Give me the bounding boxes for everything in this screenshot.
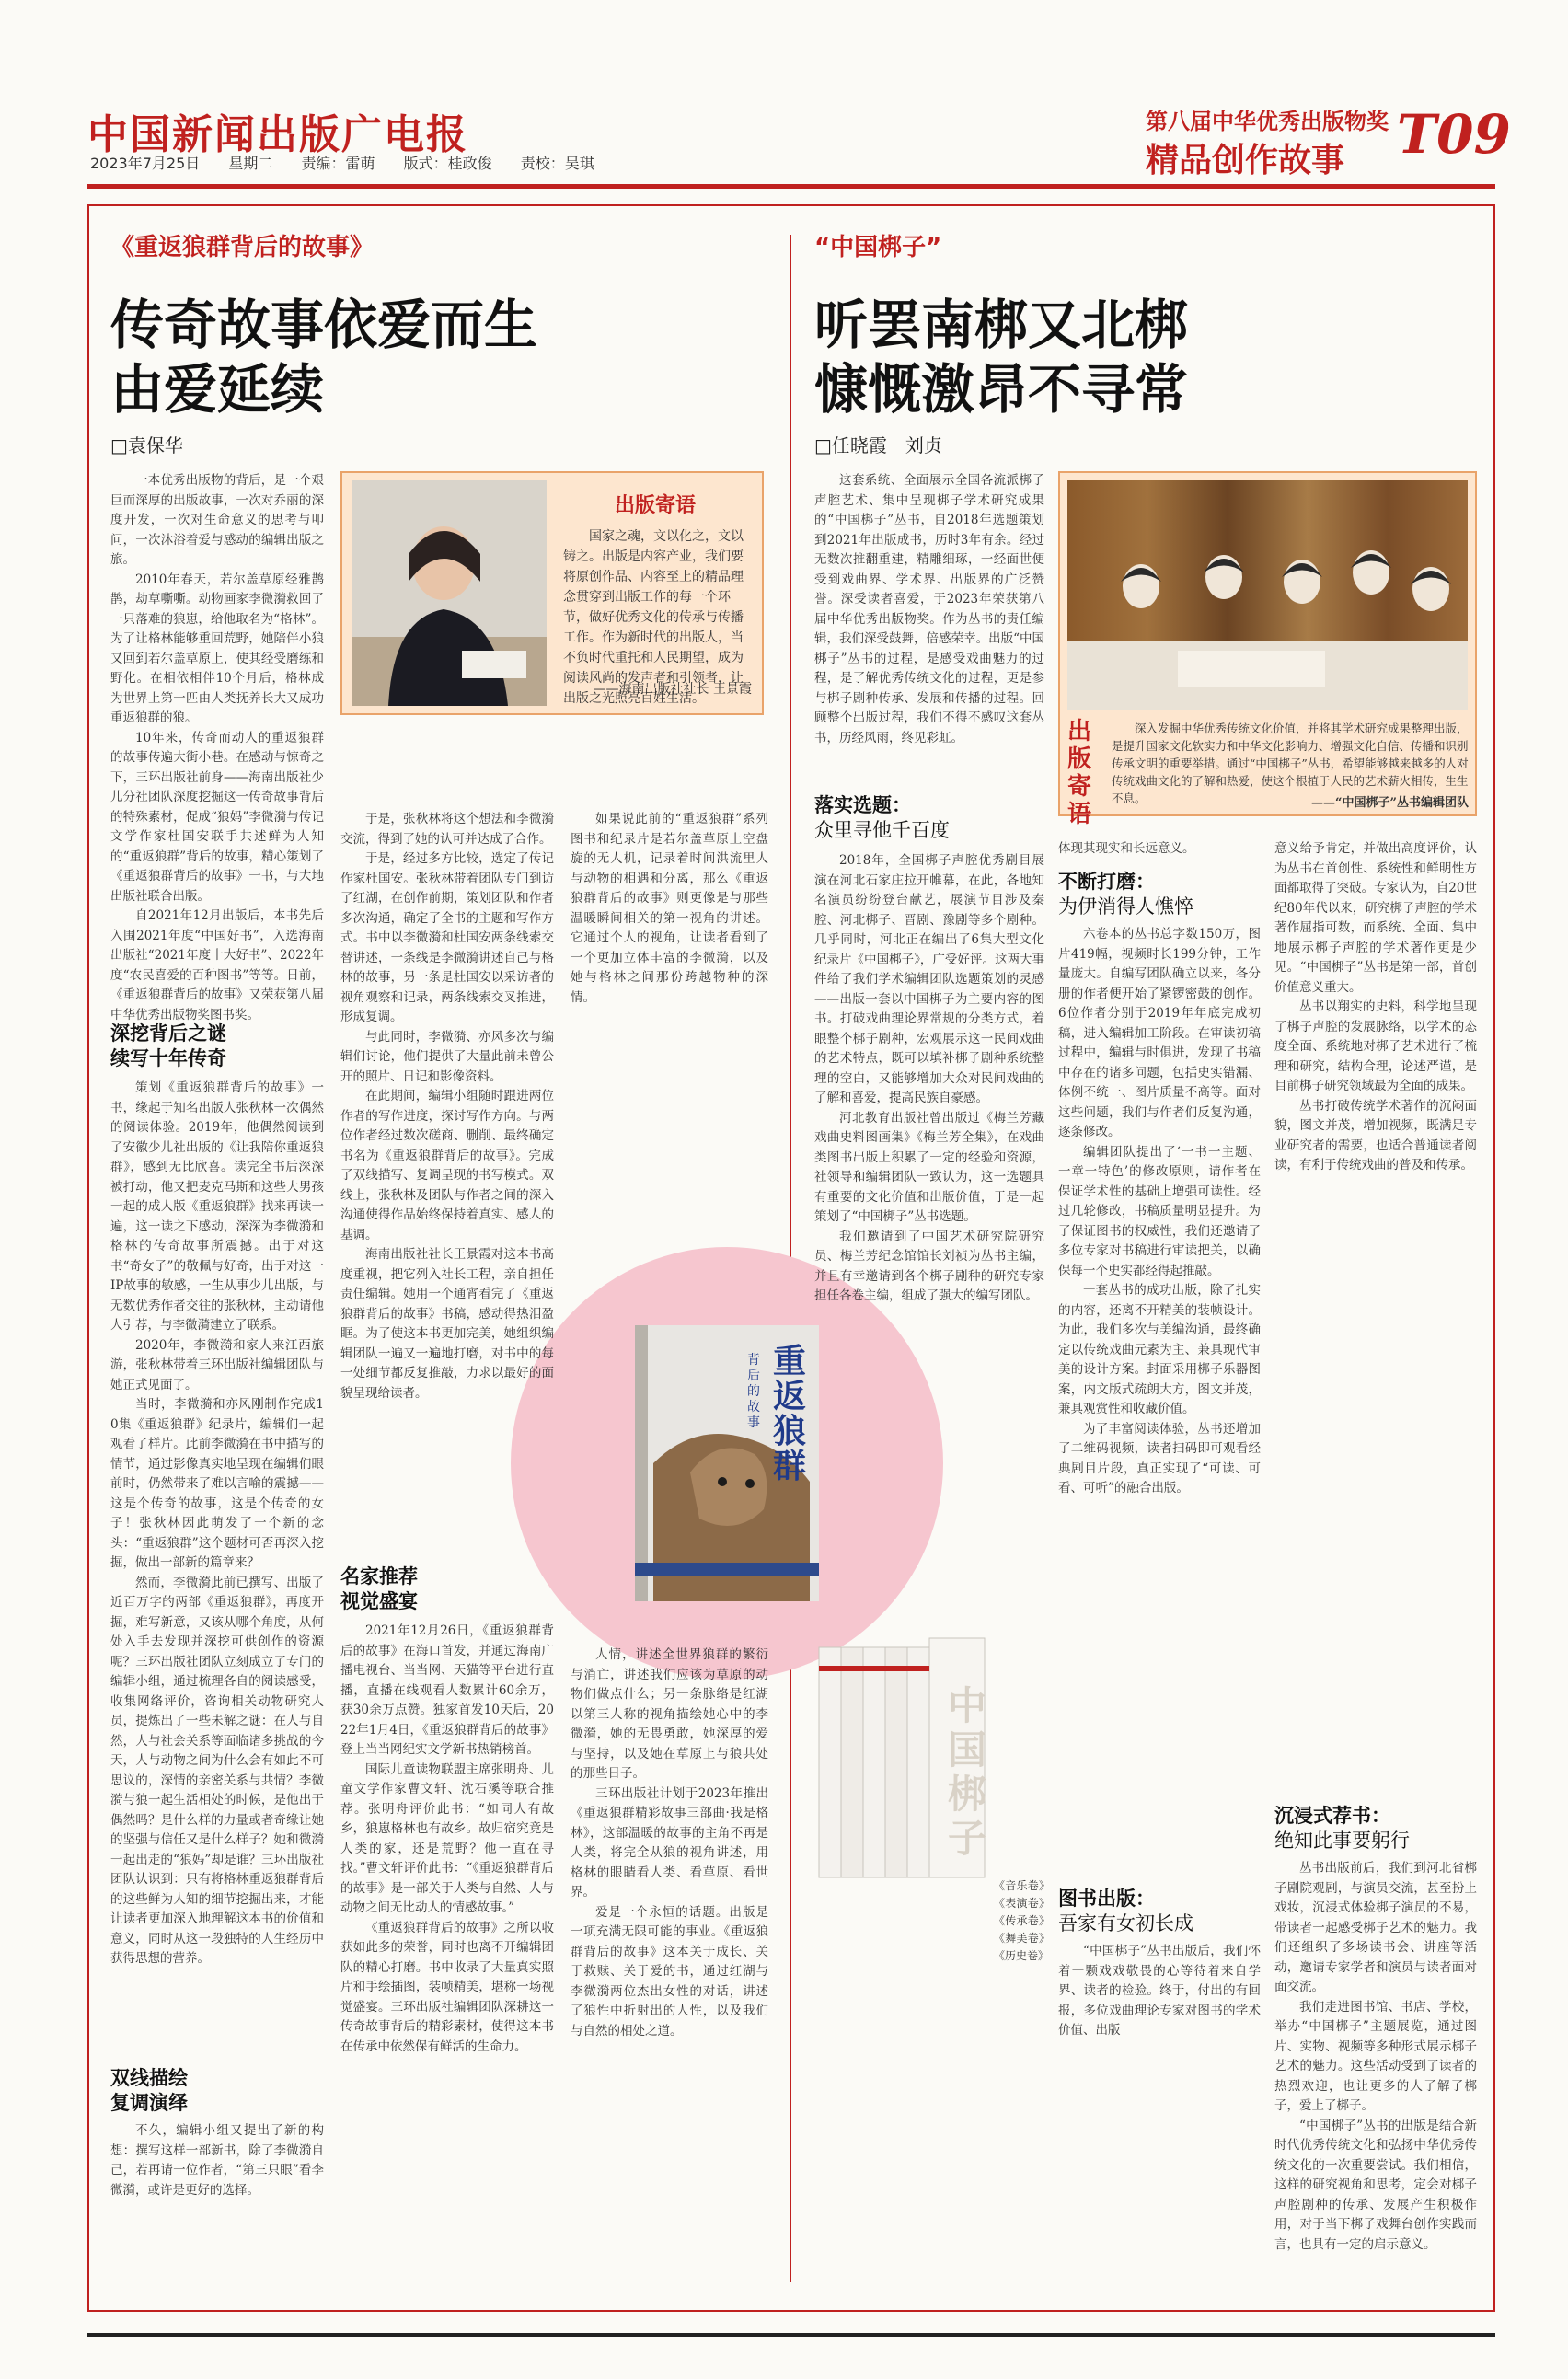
paragraph: 2010年春天，若尔盖草原经雅鹊鹊，劫草嘶嘶。动物画家李微漪救回了一只落难的狼崽，给他取名为“格林”。为了让格林能够重回荒野，她陪伴小狼又回到若尔盖草原上，使其经受磨练和野化。在相依相伴10个月后，格林成为世界上第一匹由人类抚养长大又成功重返狼群的狼。: [110, 572, 324, 725]
paragraph: 丛书以翔实的史料，科学地呈现了梆子声腔的发展脉络，以学术的态度全面、系统地对梆子艺术进行了梳理和研究，结构合理，论述严谨，是目前梆子研究领域最为全面的成果。: [1274, 999, 1477, 1093]
subhead-line: 绝知此事要躬行: [1274, 1830, 1410, 1852]
paragraph: 六卷本的丛书总字数150万，图片419幅，视频时长199分钟，工作量庞大。自编写团队确立以来，各分册的作者便开始了紧锣密鼓的创作。6位作者分别于2019年年底完成初稿，进入编辑加工阶段。在审读初稿过程中，编辑与时俱进，发现了书稿中存在的诸多问题，包括史实错漏、体例不统一、图片质量不高等。面对这些问题，我们与作者们反复沟通，逐条修改。: [1058, 927, 1261, 1139]
subhead-line: 为伊消得人憔悴: [1058, 895, 1193, 918]
paragraph: 自2021年12月出版后，本书先后入围2021年度“中国好书”，入选海南出版社“2021年度十大好书”、2022年度“农民喜爱的百种图书”等等。日前，《重返狼群背后的故事》又荣获第八届中华优秀出版物奖图书奖。: [110, 908, 324, 1022]
award-label: 第八届中华优秀出版物奖: [1146, 109, 1389, 134]
paragraph: 丛书打破传统学术著作的沉闷面貌，图文并茂，增加视频，既满足专业研究者的需要，也适合普通读者阅读，有利于传统戏曲的普及和传承。: [1274, 1098, 1477, 1172]
right-subhead-2: [1058, 870, 1261, 919]
subhead-line: 吾家有女初长成: [1058, 1912, 1193, 1934]
left-intro-column: [110, 471, 324, 1022]
page-number: T09: [1397, 103, 1511, 166]
paragraph: 如果说此前的“重返狼群”系列图书和纪录片是若尔盖草原上空盘旋的无人机，记录着时间洪流里人与动物的相遇和分离，那么《重返狼群背后的故事》则更像是与那些温暖瞬间相关的第一视角的讲述。它通过个人的视角，让读者看到了一个更加立体丰富的李微漪，以及她与格林之间那份跨越物种的深情。: [571, 812, 768, 1005]
section-title: 精品创作故事: [1146, 141, 1345, 179]
left-quote-signature: ——海南出版社社长 王景霞: [593, 682, 752, 697]
right-kicker: “中国梆子”: [814, 234, 942, 261]
dateline: [90, 152, 618, 173]
weekday: 星期二: [228, 155, 273, 172]
paragraph: 意义给予肯定，并做出高度评价，认为丛书在首创性、系统性和鲜明性方面都取得了突破。专家认为，自20世纪80年代以来，研究梆子声腔的学术著作屈指可数，而系统、全面、集中地展示梆子声腔的学术著作更是少见。“中国梆子”丛书是第一部，首创价值意义重大。: [1274, 841, 1477, 995]
right-section-3-column: [1274, 1859, 1477, 2292]
paragraph: 为了丰富阅读体验，丛书还增加了二维码视频，读者扫码即可观看经典剧目片段，真正实现了“可读、可看、可听”的融合出版。: [1058, 1421, 1261, 1496]
subhead-line: 复调演绎: [110, 2092, 188, 2114]
book-series-title: 中国梆子: [948, 1683, 987, 1861]
paragraph: 丛书出版前后，我们到河北省梆子剧院观剧，与演员交流，甚至扮上戏妆，沉浸式体验梆子演员的不易，带读者一起感受梆子艺术的魅力。我们还组织了多场读书会、讲座等活动，邀请专家学者和演员与读者面对面交流。: [1274, 1861, 1477, 1994]
paragraph: 在此期间，编辑小组随时跟进两位作者的写作进度，探讨写作方向。与两位作者经过数次磋商、删削、最终确定书名为《重返狼群背后的故事》。完成了双线描写、复调呈现的书写模式。双线上，张秋林及团队与作者之间的深入沟通使得作品始终保持着真实、感人的基调。: [340, 1089, 554, 1242]
right-quote-signature: ——“中国梆子”丛书编辑团队: [1311, 796, 1469, 810]
right-intro-column: [814, 471, 1044, 793]
paragraph: 《重返狼群背后的故事》之所以收获如此多的荣誉，同时也离不开编辑团队的精心打磨。书中收录了大量真实照片和手绘插图，装帧精美，堪称一场视觉盛宴。三环出版社编辑团队深耕这一传奇故事背后的精彩素材，使得这本书在传承中依然保有鲜活的生命力。: [340, 1920, 554, 2054]
subhead-line: 续写十年传奇: [110, 1047, 226, 1069]
left-kicker: 《重返狼群背后的故事》: [110, 234, 375, 261]
masthead-title: 中国新闻出版广电报: [87, 111, 468, 158]
right-subhead-3: [1274, 1804, 1477, 1854]
top-rule: [87, 184, 1495, 189]
left-quote-title: 出版寄语: [614, 494, 696, 517]
right-section-2-column: [1058, 925, 1261, 1877]
right-section-4-column: [1058, 1942, 1261, 2292]
paragraph: “中国梆子”丛书的出版是结合新时代优秀传统文化和弘扬中华优秀传统文化的一次重要尝试。我们相信，这样的研究视角和思考，定会对梆子声腔剧种的传承、发展产生积极作用，对于当下梆子戏舞台创作实践而言，也具有一定的启示意义。: [1274, 2118, 1477, 2252]
left-section-1-column: [110, 1079, 324, 2054]
book-series-caption: 《音乐卷》《表演卷》《传承卷》《舞美卷》《历史卷》: [994, 1879, 1050, 1962]
right-column-3: [1274, 839, 1477, 1796]
right-headline-2: 慷慨激昂不寻常: [814, 358, 1189, 421]
right-subhead-4: [1058, 1887, 1261, 1936]
left-subhead-2: [110, 2066, 324, 2116]
subhead-line: 众里寻他千百度: [814, 819, 950, 841]
subhead-line: 不断打磨：: [1058, 871, 1155, 893]
paragraph: 一本优秀出版物的背后，是一个艰巨而深厚的出版故事，一次对乔丽的深度开发，一次对生命意义的思考与叩问，一次沐浴着爱与感动的编辑出版之旅。: [110, 473, 324, 567]
subhead-line: 双线描绘: [110, 2067, 188, 2089]
paragraph: 然而，李微漪此前已撰写、出版了近百万字的两部《重返狼群》，再度开掘，难写新意，又该从哪个角度，从何处入手去发现并深挖可供创作的资源呢？三环出版社团队立刻成立了专门的编辑小组，通过梳理各自的阅读感受，收集网络评价，咨询相关动物研究人员，提炼出了一些未解之谜：在人与自然，人与社会关系等面临诸多挑战的今天，人与动物之间为什么会有如此不可思议的，深情的亲密关系与共情？李微漪与狼一起生活相处的时候，是他出于偶然吗？是什么样的力量或者奇缘让她的坚强与信任又是什么样子？她和微漪一起出走的“狼妈”却是谁？三环出版社团队认识到：只有将格林重返狼群背后的这些鲜为人知的细节挖掘出来，才能让读者更加深入地理解这本书的价值和意义，同时从这一段独特的人生经历中获得思想的营养。: [110, 1575, 324, 1966]
left-portrait-photo: [352, 480, 547, 706]
paragraph: 我们走进图书馆、书店、学校，举办“中国梆子”主题展览，通过图片、实物、视频等多种形式展示梆子艺术的魅力。这些活动受到了读者的热烈欢迎，也让更多的人了解了梆子，爱上了梆子。: [1274, 1999, 1477, 2113]
paragraph: 三环出版社计划于2023年推出《重返狼群精彩故事三部曲·我是格林》，这部温暖的故事的主角不再是人类，将完全从狼的视角讲述，用格林的眼睛看人类、看草原、看世界。: [571, 1785, 768, 1900]
paragraph: 当时，李微漪和亦风刚制作完成10集《重返狼群》纪录片，编辑们一起观看了样片。此前李微漪在书中描写的情节，通过影像真实地呈现在编辑们眼前时，仍然带来了难以言喻的震撼——这是个传奇的故事，这是个传奇的女子！张秋林因此萌发了一个新的念头：“重返狼群”这个题材可否再深入挖掘，做出一部新的篇章来？: [110, 1397, 324, 1570]
right-column-2-top: [1058, 839, 1261, 867]
paragraph: 编辑团队提出了‘一书一主题、一章一特色’的修改原则，请作者在保证学术性的基础上增强可读性。经过几轮修改，书稿质量明显提升。为了保证图书的权威性，我们还邀请了多位专家对书稿进行审读把关，以确保每一个史实都经得起推敲。: [1058, 1144, 1261, 1278]
bottom-rule: [87, 2333, 1495, 2337]
left-subhead-3: [340, 1565, 552, 1614]
paragraph: 与此同时，李微漪、亦风多次与编辑们讨论，他们提供了大量此前未曾公开的照片、日记和影像资料。: [340, 1029, 554, 1084]
paragraph: 策划《重返狼群背后的故事》一书，缘起于知名出版人张秋林一次偶然的阅读体验。2019年，他偶然阅读到了安徽少儿社出版的《让我陪你重返狼群》，感到无比欣喜。读完全书后深深被打动，他又把麦克马斯和这些大男孩一起的成人版《重返狼群》找来再读一遍，这一读之下感动，深深为李微漪和格林的传奇故事所震撼。出于对这书“奇女子”的敬佩与好奇，出于对这一IP故事的敏感，一生从事少儿出版，与无数优秀作者交往的张秋林，主动请他人引荐，与李微漪建立了联系。: [110, 1080, 324, 1333]
subhead-line: 深挖背后之谜: [110, 1022, 226, 1045]
right-subhead-1: [814, 793, 1044, 843]
subhead-line: 名家推荐: [340, 1565, 418, 1588]
left-subhead-1: [110, 1022, 324, 1071]
paragraph: 爱是一个永恒的话题。出版是一项充满无限可能的事业。《重返狼群背后的故事》这本关于成长、关于救赎、关于爱的书，通过红湖与李微漪两位杰出女性的对话，讲述了狼性中折射出的人性，以及我们与自然的相处之道。: [571, 1904, 768, 2038]
left-column-3-bottom: [571, 1646, 768, 2290]
paragraph: 于是，张秋林将这个想法和李微漪交流，得到了她的认可并达成了合作。: [340, 812, 554, 847]
left-quote-text: 国家之魂，文以化之，文以铸之。出版是内容产业，我们要将原创作品、内容至上的精品理念贯穿到出版工作的每一个环节，做好优秀文化的传承与传播工作。作为新时代的出版人，当不负时代重托和人民期望，成为阅读风尚的发声者和引领者，让出版之光照亮百姓生活。: [563, 529, 744, 706]
subhead-line: 沉浸式荐书：: [1274, 1805, 1390, 1827]
left-section-2-column: [110, 2121, 324, 2287]
right-quote-text: 深入发掘中华优秀传统文化价值，并将其学术研究成果整理出版，是提升国家文化软实力和中华文化影响力、增强文化自信、传播和识别传承文明的重要举措。通过“中国梆子”丛书，希望能够越来越多的人对传统戏曲文化的了解和热爱，使这个根植于人民的艺术薪火相传，生生不息。: [1112, 722, 1469, 805]
paragraph: 2018年，全国梆子声腔优秀剧目展演在河北石家庄拉开帷幕，在此，各地知名演员纷纷登台献艺，展演节目涉及秦腔、河北梆子、晋剧、豫剧等多个剧种。几乎同时，河北正在编出了6集大型文化纪录片《中国梆子》，广受好评。这两大事件给了我们学术编辑团队选题策划的灵感——出版一套以中国梆子为主要内容的图书。打破戏曲理论界常规的分类方式，着眼整个梆子剧种，宏观展示这一民间戏曲的艺术特点，既可以填补梆子剧种系统整理的空白，又能够增加大众对民间戏曲的了解和喜爱，提高民族自豪感。: [814, 853, 1044, 1105]
book-cover-title: 重返狼群: [773, 1342, 807, 1485]
paragraph: 海南出版社社长王景霞对这本书高度重视，把它列入社长工程，亲自担任责任编辑。她用一个通宵看完了《重返狼群背后的故事》书稿，感动得热泪盈眶。为了使这本书更加完美，她组织编辑团队一遍又一遍地打磨，对书中的每一处细节都反复推敲，力求以最好的面貌呈现给读者。: [340, 1247, 554, 1401]
right-headline-1: 听罢南梆又北梆: [814, 294, 1189, 356]
paragraph: 2021年12月26日，《重返狼群背后的故事》在海口首发，并通过海南广播电视台、当当网、天猫等平台进行直播，直播在线观看人数累计60余万，获30余万点赞。独家首发10天后，2022年1月4日，《重返狼群背后的故事》登上当当网纪实文学新书热销榜首。: [340, 1623, 554, 1757]
right-quote-title: 出版寄语: [1067, 718, 1092, 828]
left-section-3-column: [340, 1622, 554, 2284]
subhead-line: 图书出版：: [1058, 1888, 1155, 1910]
paragraph: 一套丛书的成功出版，除了扎实的内容，还离不开精美的装帧设计。为此，我们多次与美编沟通，最终确定以传统戏曲元素为主、兼具现代审美的设计方案。封面采用梆子乐器图案，内文版式疏朗大方，图文并茂，兼具观赏性和收藏价值。: [1058, 1283, 1261, 1416]
paragraph: 2020年，李微漪和家人来江西旅游，张秋林带着三环出版社编辑团队与她正式见面了。: [110, 1337, 324, 1392]
proof-credit: 责校：吴琪: [520, 155, 594, 172]
paragraph: 体现其现实和长远意义。: [1058, 841, 1195, 856]
subhead-line: 落实选题：: [814, 794, 911, 816]
paragraph: 河北教育出版社曾出版过《梅兰芳藏戏曲史料图画集》《梅兰芳全集》，在戏曲类图书出版上积累了一定的经验和资源，社领导和编辑团队一致认为，这一选题具有重要的文化价值和出版价值，于是一起策划了“中国梆子”丛书选题。: [814, 1110, 1044, 1224]
paragraph: 这套系统、全面展示全国各流派梆子声腔艺术、集中呈现梆子学术研究成果的“中国梆子”丛书，自2018年选题策划到2021年出版成书，历时3年有余。经过无数次推翻重建，精雕细琢，一经面世便受到戏曲界、学术界、出版界的广泛赞誉。深受读者喜爱，于2023年荣获第八届中华优秀出版物奖。作为丛书的责任编辑，我们深受鼓舞，倍感荣幸。出版“中国梆子”丛书的过程，是感受戏曲魅力的过程，是了解优秀传统文化的过程，更是参与梆子剧种传承、发展和传播的过程。回顾整个出版过程，我们不得不感叹这套丛书，历经风雨，终见彩虹。: [814, 473, 1044, 745]
paragraph: 于是，经过多方比较，选定了传记作家杜国安。张秋林带着团队专门到访了红湖，在创作前期，策划团队和作者多次沟通，确定了全书的主题和写作方式。书中以李微漪和杜国安两条线索交替讲述，一条线是李微漪讲述自己与格林的故事，另一条是杜国安以采访者的视角观察和记录，两条线索交叉推进，形成复调。: [340, 851, 554, 1024]
left-headline-2: 由爱延续: [110, 358, 325, 421]
paragraph: 10年来，传奇而动人的重返狼群的故事传遍大街小巷。在感动与惊奇之下，三环出版社前身——海南出版社少儿分社团队深度挖掘这一传奇故事背后的特殊素材，促成“狼妈”李微漪与传记文学作家杜国安联手共述鲜为人知的“重返狼群”背后的故事，精心策划了《重返狼群背后的故事》一书，与大地出版社联合出版。: [110, 730, 324, 904]
paragraph: 国际儿童读物联盟主席张明舟、儿童文学作家曹文轩、沈石溪等联合推荐。张明舟评价此书：“如同人有故乡，狼崽格林也有故乡。故归宿究竟是人类的家，还是荒野？他一直在寻找。”曹文轩评价此书：“《重返狼群背后的故事》是一部关于人类与自然、人与动物之间无比动人的情感故事。”: [340, 1761, 554, 1915]
subhead-line: 视觉盛宴: [340, 1590, 418, 1612]
book-cover-subtitle: 背后的故事: [747, 1353, 760, 1430]
date: 2023年7月25日: [90, 155, 201, 172]
left-column-3-top: [571, 810, 768, 1095]
editor: 责编：雷萌: [301, 155, 375, 172]
paragraph: 我们邀请到了中国艺术研究院研究员、梅兰芳纪念馆馆长刘祯为丛书主编，并且有幸邀请到各个梆子剧种的研究专家担任各卷主编，组成了强大的编写团队。: [814, 1229, 1044, 1303]
right-byline: □任晓霞 刘贞: [814, 434, 942, 456]
paragraph: 不久，编辑小组又提出了新的构想：撰写这样一部新书，除了李微漪自己，若再请一位作者，“第三只眼”看李微漪，或许是更好的选择。: [110, 2123, 324, 2198]
layout-credit: 版式：桂政俊: [403, 155, 492, 172]
paragraph: “中国梆子”丛书出版后，我们怀着一颗戏戏敬畏的心等待着来自学界、读者的检验。终于，付出的有回报，多位戏曲理论专家对图书的学术价值、出版: [1058, 1944, 1261, 2038]
right-group-photo: [1067, 480, 1468, 710]
left-byline: □袁保华: [110, 434, 183, 456]
paragraph: 人情，讲述全世界狼群的繁衍与消亡，讲述我们应该为草原的动物们做点什么；另一条脉络是红湖以第三人称的视角描绘她心中的李微漪，她的无畏勇敢，她深厚的爱与坚持，以及她在草原上与狼共处的那些日子。: [571, 1647, 768, 1781]
left-headline-1: 传奇故事依爱而生: [110, 294, 538, 356]
